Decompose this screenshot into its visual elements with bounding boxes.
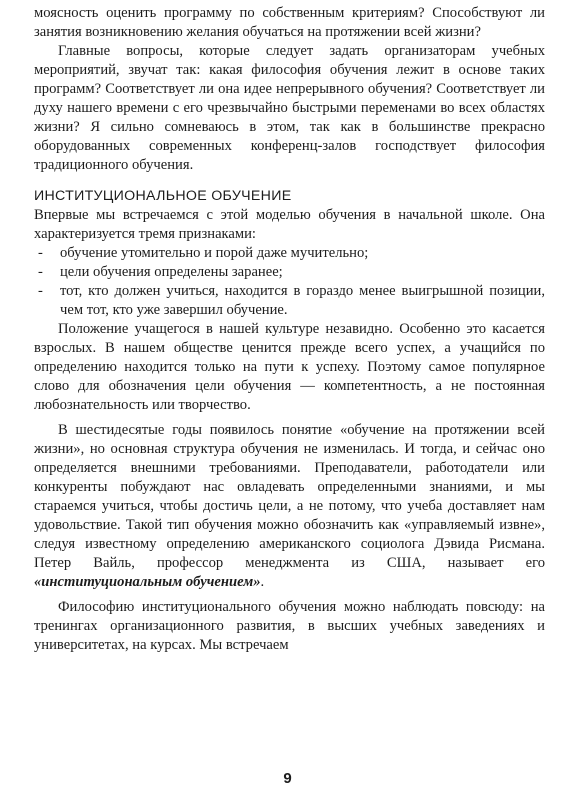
feature-list (34, 244, 545, 320)
list-item (34, 263, 545, 282)
list-item-text: цели обучения определены заранее; (60, 264, 283, 280)
paragraph-continued: моясность оценить программу по собственным критериям? Способствуют ли занятия возникновению желания обучаться на протяжении всей жизни? (34, 5, 545, 40)
paragraph-learner-position: Положение учащегося в нашей культуре незавидно. Особенно это касается взрослых. В нашем обществе ценится прежде всего успех, а учащийся по определению находится только на пути к успеху. Поэтому самое популярное слово для обозначения цели обучения — компетентность, а не постоянная любознательность или творчество. (34, 321, 545, 413)
list-item-text: тот, кто должен учиться, находится в гораздо менее выигрышной позиции, чем тот, кто уже завершил обучение. (60, 283, 545, 318)
list-item (34, 282, 545, 320)
list-item-text: обучение утомительно и порой даже мучительно; (60, 245, 369, 261)
section-heading: ИНСТИТУЦИОНАЛЬНОЕ ОБУЧЕНИЕ (34, 188, 292, 204)
paragraph-sixties-text: В шестидесятые годы появилось понятие «обучение на протяжении всей жизни», но основная структура обучения не изменилась. И тогда, и сейчас оно определяется внешними требованиями. Преподаватели, работодатели или конкуренты побуждают нас овладевать определенными знаниями, и мы стараемся учиться, чтобы достичь цели, а не потому, что учеба доставляет нам удовольствие. Такой тип обучения можно обозначить как «управляемый извне», следуя известному определению американского социолога Дэвида Рисмана. Петер Вайль, профессор менеджмента из США, называет его (34, 422, 545, 571)
paragraph-sixties-end: . (260, 574, 265, 590)
paragraph-sixties (34, 421, 545, 592)
paragraph-intro: Впервые мы встречаемся с этой моделью обучения в начальной школе. Она характеризуется тремя признаками: (34, 207, 545, 242)
emphasis-term: «институциональным обучением» (34, 574, 261, 590)
dash-marker: - (38, 264, 43, 280)
page-number: 9 (283, 770, 292, 787)
dash-marker: - (38, 245, 43, 261)
dash-marker: - (38, 283, 43, 299)
paragraph-philosophy: Философию институционального обучения можно наблюдать повсюду: на тренингах организационного развития, в высших учебных заведениях и университетах, на курсах. Мы встречаем (34, 599, 545, 653)
paragraph-main-questions: Главные вопросы, которые следует задать организаторам учебных мероприятий, звучат так: какая философия обучения лежит в основе таких программ? Соответствует ли она идее непрерывного обучения? Соответствует ли духу нашего времени с его чрезвычайно быстрыми переменами во всех областях жизни? Я сильно сомневаюсь в этом, так как в большинстве прекрасно оборудованных современных конференц-залов господствует философия традиционного обучения. (34, 43, 545, 173)
list-item (34, 244, 545, 263)
